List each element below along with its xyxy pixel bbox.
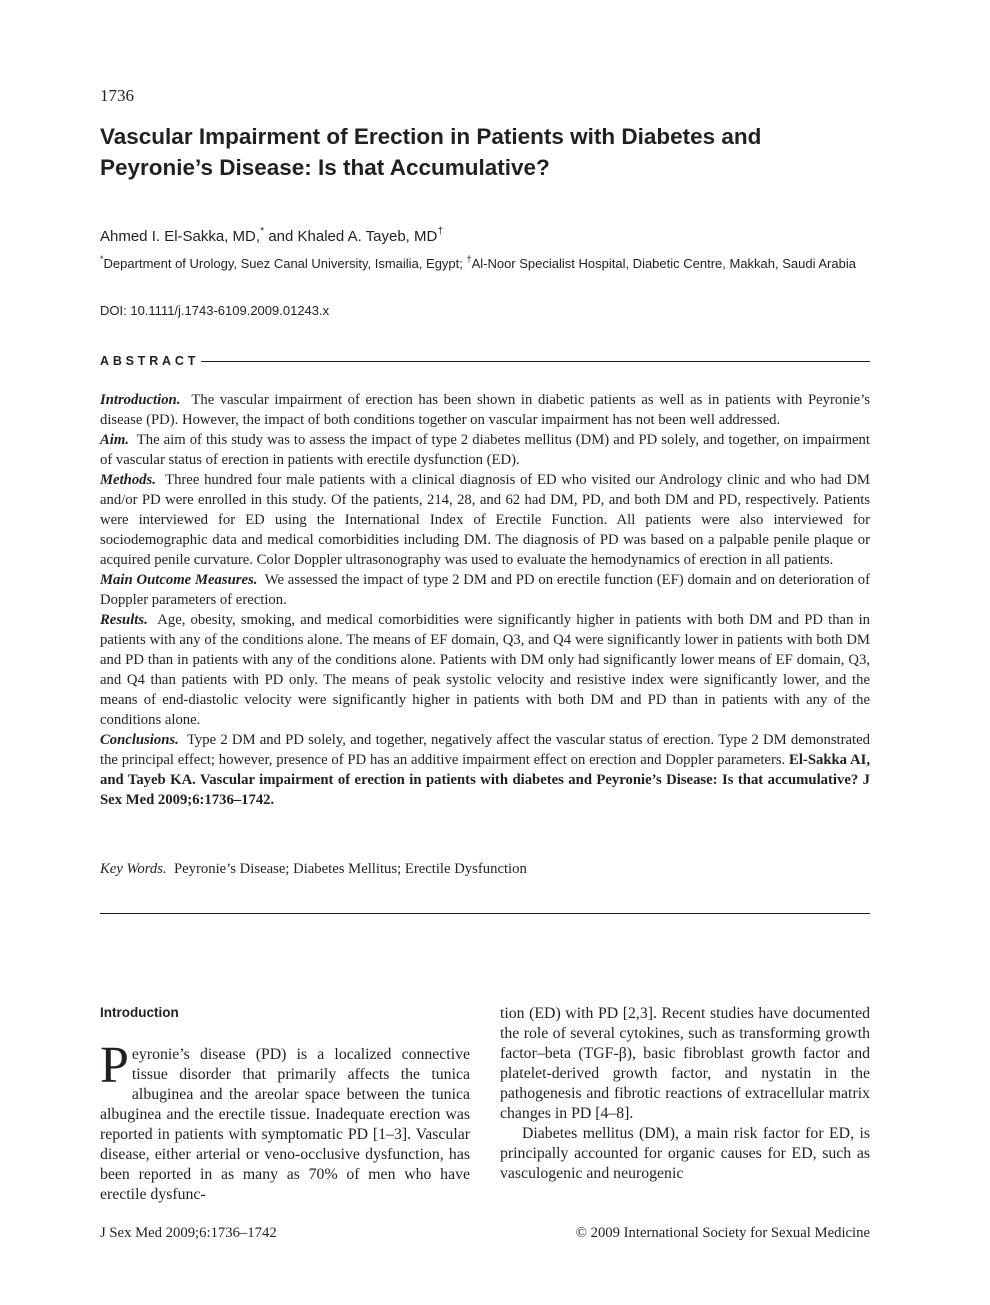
abstract-aim: [100, 430, 870, 470]
affiliations: [100, 255, 870, 273]
keywords-text: Peyronie’s Disease; Diabetes Mellitus; Erectile Dysfunction: [173, 861, 527, 877]
abstract-methods-text: Three hundred four male patients with a clinical diagnosis of ED who visited our Andrology clinic and who had DM and/or PD were enrolled in this study. Of the patients, 214, 28, and 62 had DM, PD, and both DM and PD, respectively. Patients were interviewed for ED using the International Index of Erectile Function. All patients were also interviewed for sociodemographic data and medical comorbidities including DM. The diagnosis of PD was based on a palpable penile plaque or acquired penile curvature. Color Doppler ultrasonography was used to evaluate the hemodynamics of erection in all patients.: [100, 472, 870, 568]
abstract-results-text: Age, obesity, smoking, and medical comorbidities were significantly higher in patients with both DM and PD than in patients with any of the conditions alone. The means of EF domain, Q3, and Q4 were significantly lower in patients with both DM and PD than in patients with any of the conditions alone. Patients with DM only had significantly lower means of EF domain, Q3, and Q4 than patients with PD only. The means of peak systolic velocity and resistive index were significantly lower, and the means of end-diastolic velocity were significantly higher in patients with both DM and PD than in patients with any of the conditions alone.: [100, 612, 870, 728]
title-line-2: Peyronie’s Disease: Is that Accumulative?: [100, 155, 550, 180]
affiliation-1: Department of Urology, Suez Canal University, Ismailia, Egypt;: [103, 256, 467, 271]
affiliation-2-mark: †: [466, 254, 472, 265]
author-1-affiliation-mark: *: [260, 225, 265, 238]
abstract-methods-label: Methods.: [100, 472, 156, 488]
body-column-right: [500, 1004, 870, 1184]
abstract-introduction: [100, 390, 870, 430]
keywords: [100, 859, 870, 879]
abstract-introduction-label: Introduction.: [100, 392, 181, 408]
author-2-affiliation-mark: †: [437, 225, 444, 238]
abstract-introduction-text: The vascular impairment of erection has been shown in diabetic patients as well as in patients with Peyronie’s disease (PD). However, the impact of both conditions together on vascular impairment has not been well addressed.: [100, 392, 870, 428]
abstract-results-label: Results.: [100, 612, 148, 628]
abstract-methods: [100, 470, 870, 570]
abstract-measures: [100, 570, 870, 610]
affiliation-1-mark: *: [100, 254, 104, 265]
affiliation-2: Al-Noor Specialist Hospital, Diabetic Centre, Makkah, Saudi Arabia: [471, 256, 856, 271]
article-title: [100, 121, 880, 183]
page-number: 1736: [100, 86, 134, 105]
abstract-measures-label: Main Outcome Measures.: [100, 572, 258, 588]
introduction-paragraph-1-text: eyronie’s disease (PD) is a localized connective tissue disorder that primarily affects the tunica albuginea and the areolar space between the tunica albuginea and the erectile tissue. Inadequate erection was reported in patients with symptomatic PD [1–3]. Vascular disease, either arterial or veno-occlusive dysfunction, has been reported in as many as 70% of men who have erectile dysfunc-: [100, 1046, 470, 1203]
abstract-rule: [201, 361, 870, 362]
author-1-name: Ahmed I. El-Sakka, MD,: [100, 228, 261, 245]
abstract-conclusions-label: Conclusions.: [100, 732, 179, 748]
abstract-conclusions: [100, 730, 870, 810]
introduction-paragraph-1: [100, 1037, 470, 1205]
author-list: [100, 227, 443, 247]
introduction-paragraph-1-continued: tion (ED) with PD [2,3]. Recent studies have documented the role of several cytokines, such as transforming growth factor–beta (TGF-β), basic fibroblast growth factor and platelet-derived growth factor, and nystatin in the pathogenesis and fibrotic reactions of extracellular matrix changes in PD [4–8].: [500, 1005, 870, 1122]
introduction-paragraph-2: Diabetes mellitus (DM), a main risk factor for ED, is principally accounted for organic causes for ED, such as vasculogenic and neurogenic: [500, 1125, 870, 1182]
author-connector: and: [264, 228, 298, 245]
keywords-label: Key Words.: [100, 861, 167, 877]
abstract-body: [100, 390, 870, 810]
footer-journal: J Sex Med 2009;6:1736–1742: [100, 1225, 277, 1241]
abstract-measures-text: We assessed the impact of type 2 DM and PD on erectile function (EF) domain and on deterioration of Doppler parameters of erection.: [100, 572, 870, 608]
doi: DOI: 10.1111/j.1743-6109.2009.01243.x: [100, 303, 330, 318]
abstract-citation: El-Sakka AI, and Tayeb KA. Vascular impairment of erection in patients with diabetes and Peyronie’s Disease: Is that accumulative? J Sex Med 2009;6:1736–1742.: [100, 752, 870, 808]
title-line-1: Vascular Impairment of Erection in Patients with Diabetes and: [100, 124, 762, 149]
introduction-heading: Introduction: [100, 1005, 179, 1020]
abstract-conclusions-text: Type 2 DM and PD solely, and together, negatively affect the vascular status of erection. Type 2 DM demonstrated the principal effect; however, presence of PD has an additive impairment effect on erection and Doppler parameters.: [100, 732, 870, 768]
section-divider: [100, 913, 870, 914]
author-2-name: Khaled A. Tayeb, MD: [297, 228, 438, 245]
abstract-aim-text: The aim of this study was to assess the impact of type 2 diabetes mellitus (DM) and PD solely, and together, on impairment of vascular status of erection in patients with erectile dysfunction (ED).: [100, 432, 870, 468]
abstract-label: ABSTRACT: [100, 354, 200, 368]
abstract-aim-label: Aim.: [100, 432, 129, 448]
abstract-results: [100, 610, 870, 730]
abstract-header: [100, 354, 870, 368]
drop-cap: P: [100, 1037, 129, 1094]
body-column-left: [100, 1003, 470, 1205]
footer-copyright: © 2009 International Society for Sexual Medicine: [575, 1225, 870, 1241]
